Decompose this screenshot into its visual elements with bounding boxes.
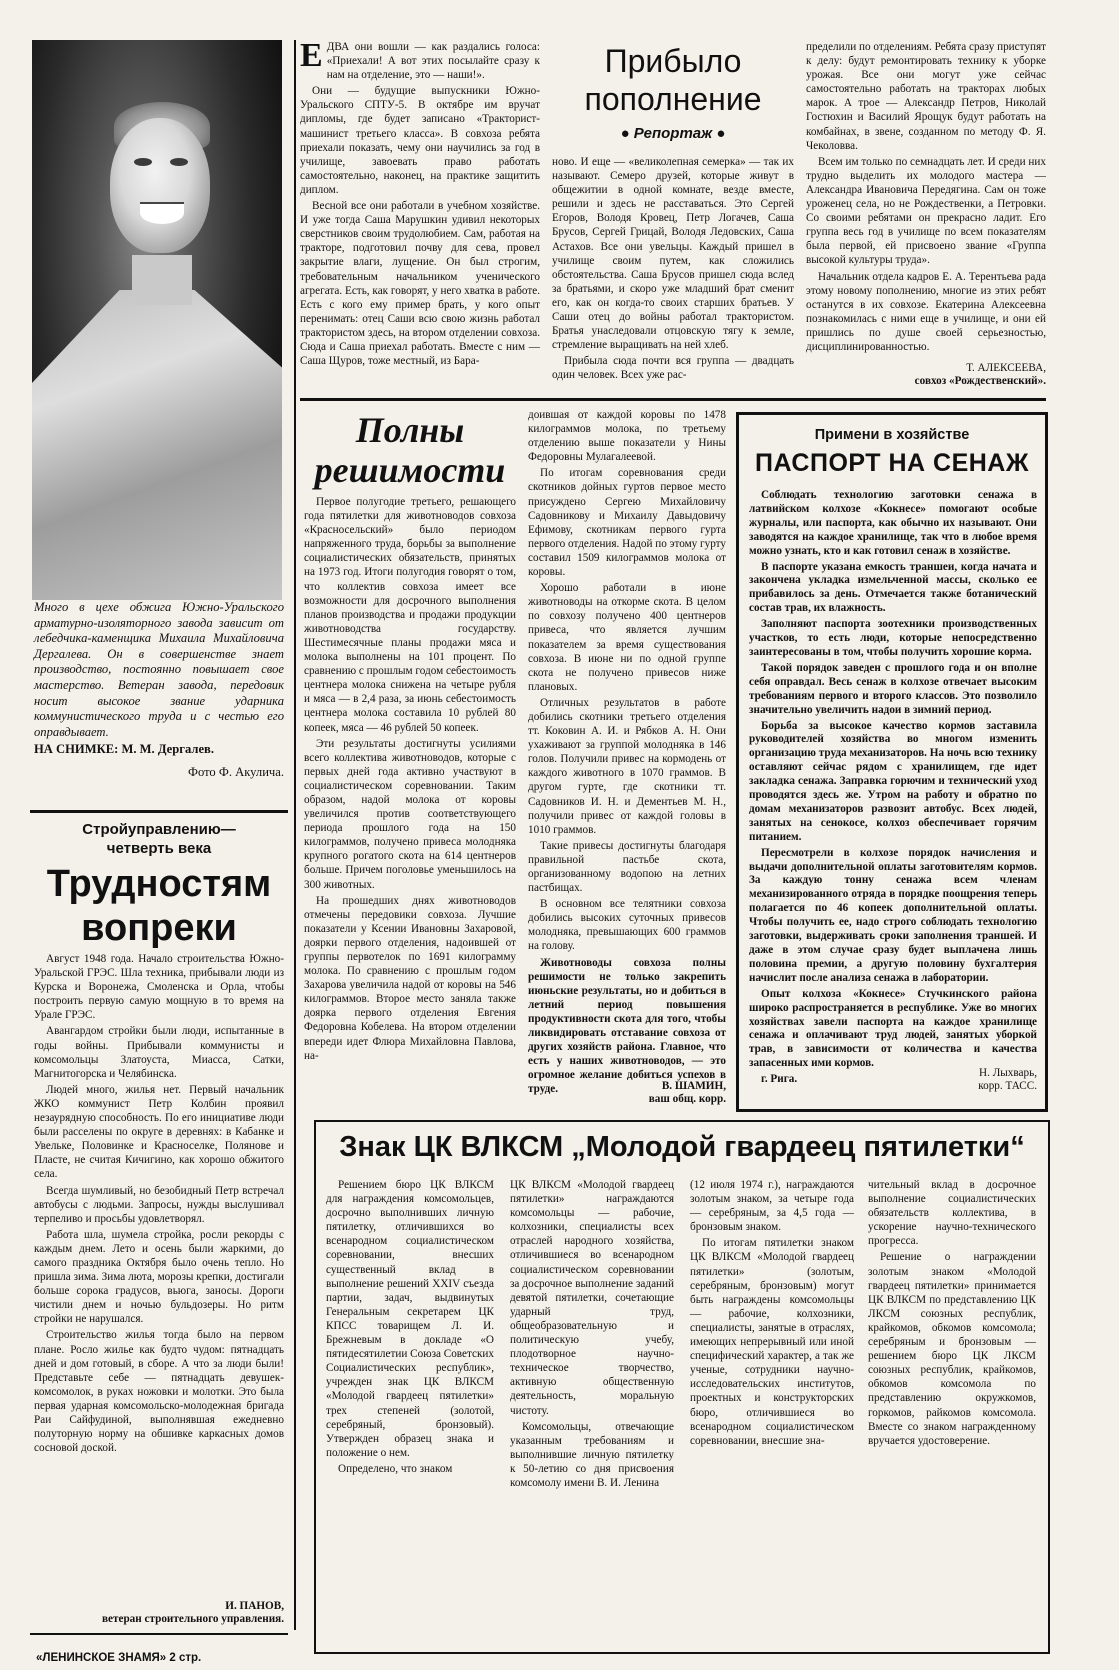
pribylo-rubric: ● Репортаж ● [620,125,726,142]
pasport-p5: Борьба за высокое качество кормов заставила руководителей хозяйства во многом изменить организацию труда механизаторов. На ночь всю технику оставляют сейчас рядом с хранилищем, где идет закладка сенажа. Заправка горючим и технический уход проводятся здесь же. Утром на работу и обратно по домам механизаторов развозит автобус. Всех людей, занятых на сенокосе, колхоз обеспечивает горячим питанием. [749,719,1037,843]
pasport-sig-role: корр. ТАСС. [978,1080,1037,1092]
photo-na-snimke: НА СНИМКЕ: М. М. Дергалев. [34,742,214,757]
znak-box [314,1120,1050,1654]
trud-sig-name: И. ПАНОВ, [225,1600,284,1612]
pasport-p8: г. Рига. [761,1073,798,1086]
photo-shirt [32,290,282,600]
trud-p5: Работа шла, шумела стройка, росли рекорды с каждым днем. Лето и осень были жаркими, до самого праздника Октября было очень тепло. Но пришла зима. Зима люта, морозы крепки, достигали больше сорока градусов, вьюга, заносы. Дороги чистили днем и ночью бульдозеры. Но ритм стройки не нарушался. [34,1228,284,1326]
pribylo-signature [806,362,1046,388]
trud-p2: Авангардом стройки были люди, испытанные в годы войны. Прибывали коммунисты и комсомольцы Златоуста, Миасса, Сатки, Магнитогорска и Челябинска. [34,1025,284,1080]
trud-p6: Строительство жилья тогда было на первом плане. Росло жилье как будто чудом: пятнадцать дней и дом готовый, в сборе. А что за люди были! Представьте себе — пятнадцать девушек-комсомолок, в руках ножовки и молотки. Это была первая ударная комсомольско-молодежная бригада Раи Сайфудиной, выполнявшая ежедневно полуторную норму на обшивке каркасных домов сосновой доской. [34,1329,284,1455]
trud-rubric-line1: Стройуправлению— [82,821,236,838]
trud-title-line1: Трудностям [46,863,272,905]
pribylo-sig-place: совхоз «Рождественский». [914,375,1046,387]
pasport-p2: В паспорте указана емкость траншеи, когда начата и закончена укладка измельченной массы, сколько ее прибавилось за день. Отмечается также ботанический состав трав, их влажность. [749,560,1037,615]
polny-c2-p4: Отличных результатов в работе добились скотники третьего отделения тт. Коковин А. И. и Рябков А. Н. Они ухаживают за группой молодняка в 146 голов. Получили привес на кормодень от каждого животного в 1070 граммов. В другом гурте, где скотники тт. Садовников И. Н. и Дементьев М. Н., получили привес от каждой головы в 1010 граммов. [528,696,726,836]
polny-c2-p1: доившая от каждой коровы по 1478 килограммов молока, по третьему отделению выше показатели у Нины Федоровны Мулагалеевой. [528,409,726,464]
trud-sig-role: ветеран строительного управления. [101,1613,284,1625]
pasport-box [736,412,1048,1112]
polny-c2-p7: Животноводы совхоза полны решимости не только закрепить июньские результаты, но и добиться в летний период повышения продуктивности скота для того, чтобы ликвидировать отставание совхоза от других хозяйств района. Главное, что есть у наших животноводов, — это огромное желание добиться успехов в труде. [528,956,726,1096]
polny-c2-p2: По итогам соревнования среди скотников дойных гуртов первое место присуждено Сергею Михайловичу Садовникову и Михаилу Давыдовичу Ефимову, скотникам первого гурта первого отделения. Надой по этому гурту составил 1509 килограммов молока от коровы. [528,467,727,579]
pribylo-title-line2: пополнение [584,81,762,117]
polny-c2-p6: В основном все телятники совхоза добились высоких суточных привесов молодняка, превышающих 600 граммов на голову. [528,898,726,953]
znak-c3-p1: (12 июля 1974 г.), награждаются золотым знаком, за четыре года — серебряным, за 4,5 года — бронзовым знаком. [690,1179,854,1234]
polny-sig-role: ваш общ. корр. [648,1093,726,1105]
polny-c1-p2: Эти результаты достигнуты усилиями всего коллектива животноводов, которые с первых дней года активно участвуют в социалистическом соревновании. Таким образом, надой молока от коровы увеличился против соответствующего периода прошлого года на 150 килограммов, получено привеса молодняка крупного рогатого скота на 614 центнеров больше. Причем поголовье уменьшилось на 300 животных. [304,737,516,891]
trud-signature [34,1600,284,1626]
photo-neck [132,255,192,305]
polny-c1-p1: Первое полугодие третьего, решающего года пятилетки для животноводов совхоза «Красносельский» было периодом напряженного труда, борьбы за выполнение социалистических обязательств, принятых на 1973 год. Итоги полугодия говорят о том, что коллектив совхоза имеет все возможности для досрочного выполнения планов производства и продажи продукции животноводства государству. Шестимесячные планы продажи мяса и молока выполнены на 101 процент. По сравнению с прошлым годом себестоимость центнера молока снижена на четыре рубля и мяса — в 2,4 раза, за июнь себестоимость центнера молока составила 10 рублей 80 копеек, мяса — 46 рублей 50 копеек. [304,496,516,734]
pribylo-col1 [300,37,540,390]
polny-title [300,410,520,490]
trud-p4: Всегда шумливый, но безобидный Петр встречал автобусы с людьми. Запросы, нужды выслушивал терпеливо и просьбы удовлетворял. [34,1184,284,1225]
pribylo-title-line1: Прибыло [604,43,742,79]
trud-rubric-line2: четверть века [106,840,212,857]
divider-footer [30,1633,288,1635]
polny-title-line2: решимости [314,450,506,490]
pasport-signature [749,1067,1037,1093]
divider-top-row [300,398,1046,401]
divider-vertical-left [294,40,296,1630]
polny-signature [528,1080,726,1106]
pribylo-c2-p2: Прибыла сюда почти вся группа — двадцать один человек. Всех уже рас- [552,355,794,382]
pribylo-c1-p2: Они — будущие выпускники Южно-Уральского СПТУ-5. В октябре им вручат дипломы, где будет записано «Тракторист-машинист третьего класса». В совхоза ребята приехали показать, чему они научились за год в училище, завоевать право работать самостоятельно, наконец, на практике защитить диплом. [300,85,540,196]
znak-title: Знак ЦК ВЛКСМ „Молодой гвардеец пятилетки“ [339,1131,1025,1163]
photo-eye-right [170,158,188,166]
photo-caption [34,600,284,758]
polny-sig-name: В. ШАМИН, [661,1080,726,1092]
pasport-p4: Такой порядок заведен с прошлого года и он вполне себя оправдал. Весь сенаж в колхозе отвечает высоким требованиям первого и второго классов. Это позволило значительно увеличить надои в зимний период. [749,661,1037,716]
pasport-sig-name: Н. Лыхварь, [979,1067,1037,1079]
photo-credit: Фото Ф. Акулича. [188,765,284,779]
pribylo-c3-p1: пределили по отделениям. Ребята сразу приступят к делу: будут ремонтировать технику к уборке урожая. Все они могут уже сейчас самостоятельно работать на тракторах любых марок. А трое — Александр Петров, Николай Гостюхин и Василий Ярощук будут работать на комбайнах, в звене, созданном по методу Ф. Я. Чеколовва. [806,41,1046,152]
pribylo-c3-p3: Начальник отдела кадров Е. А. Терентьева рада этому новому пополнению, многие из этих ребят останутся в их совхозе. Екатерина Алексеевна познакомилась с ними еще в училище, и они ей пришлись по душе своей серьезностью, дисциплинированностью. [806,270,1046,353]
znak-col2 [510,1178,674,1648]
photo-caption-text: Много в цехе обжига Южно-Уральского арматурно-изоляторного завода зависит от лебедчика-каменщика Михаила Михайловича Дергалева. Он в совершенстве знает производство, постоянно повышает свое мастерство. Ветеран завода, передовик носит высокое звание ударника коммунистического труда и с честью его оправдывает. [34,600,284,739]
pasport-title: ПАСПОРТ НА СЕНАЖ [755,449,1029,477]
pasport-p1: Соблюдать технологию заготовки сенажа в латвийском колхозе «Кокнесе» помогают особые журналы, или паспорта, как обычно их называют. Они заводятся на каждое хранилище, так что в любое время можно узнать, кто и как готовил сенаж в хозяйстве. [749,489,1037,557]
polny-title-line1: Полны [355,410,465,450]
trud-title [30,862,288,950]
pribylo-sig-name: Т. АЛЕКСЕЕВА, [966,362,1046,374]
pasport-p6: Пересмотрели в колхозе порядок начисления и выдачи дополнительной оплаты заготовителям кормов. За каждую тонну сенажа всем членам механизированного отряда в порядке поощрения теперь полагается по 46 копеек дополнительной оплаты. Чтобы получить ее, надо строго соблюдать технологию заготовки, выдерживать сроки заполнения траншей. И даже в этом случае сразу будет выплачена лишь половина премии, а другую половину бухгалтерия начислит после анализа сенажа в лаборатории. [749,846,1037,984]
znak-c3-p2: По итогам пятилетки знаком ЦК ВЛКСМ «Молодой гвардеец пятилетки» (золотым, серебряным, бронзовым) могут быть награждены комсомольцы — рабочие, колхозники, специалисты, занятые в отраслях, имеющих непрерывный или иной специфический характер, а так же ученые, сотрудники научно-исследовательских институтов, проектных и конструкторских бюро, отличившиеся во всенародном социалистическом соревновании, внесшие зна- [690,1237,854,1447]
pribylo-c1-p1: ДВА они вошли — как раздались голоса: «Приехали! А вот этих посылайте сразу к нам на отделение, это — наши!». [326,41,540,82]
page-footer: «ЛЕНИНСКОЕ ЗНАМЯ» 2 стр. [36,1652,202,1664]
znak-c4-p2: Решение о награждении золотым знаком «Молодой гвардеец пятилетки» принимается ЦК ВЛКСМ по представлению ЦК ЛКСМ союзных республик, крайкомов, обкомов комсомола; серебряным и бронзовым — решением бюро ЦК ЛКСМ союзных республик, крайкомов, обкомов комсомола по представлению окружкомов, горкомов, райкомов комсомола. Вместе со знаком награжденному вручается удостоверение. [868,1251,1036,1447]
polny-c2-p3: Хорошо работали в июне животноводы на откорме скота. В целом по совхозу получено 400 центнеров привеса, что является лучшим показателем за время существования совхоза. В июне ни по одной группе скота не получено привесов ниже плановых. [528,582,726,693]
polny-c2-p5: Такие привесы достигнуты благодаря правильной пастьбе скота, организованному водопою на летних пастбищах. [528,839,726,895]
pribylo-initial: Е [300,37,323,74]
polny-col1 [304,495,516,1125]
pasport-p7: Опыт колхоза «Кокнесе» Стучкинского района широко распространяется в республике. Уже во многих хозяйствах завели паспорта на каждое хранилище сенажа и оплачивают труд людей, занятых уборкой трав, в зависимости от количества и качества запасенных ими кормов. [749,987,1037,1070]
pribylo-c2-p1: ново. И еще — «великолепная семерка» — так их называют. Семеро друзей, которые живут в общежитии в одной комнате, везде вместе, решили и здесь не расставаться. Это Сергей Егоров, Володя Кровец, Петр Логачев, Саша Брусов, Сергей Грицай, Володя Ледовских, Саша Астахов. Все они увельцы. Каждый пришел в училище своим путем, как сложились обстоятельства. Саша Брусов пришел сюда вслед за братьями, и скоро уже младший брат сменит его, как он когда-то своих старших братьев. У Саши отец до войны работал трактористом. Братья унаследовали отцовскую тягу к земле, стремление выращивать на ней хлеб. [552,156,794,352]
pribylo-c3-p2: Всем им только по семнадцать лет. И среди них трудно выделить их молодого мастера — Александра Ивановича Передягина. Сам он тоже уроженец села, но не Рождественки, а Петровки. Со своими ребятами он прекрасно ладит. Его группа весь год в училище по всем показателям была первой, ей присвоено звание «Группа высокой культуры труда». [806,155,1046,267]
pribylo-col2 [552,155,794,391]
trud-title-line2: вопреки [81,907,237,949]
znak-col3 [690,1178,854,1648]
znak-col4 [868,1178,1036,1648]
znak-c1-p2: Определено, что знаком [338,1462,453,1475]
divider-left [30,810,288,813]
pribylo-col3 [806,40,1046,360]
znak-c2-p2: Комсомольцы, отвечающие указанным требованиям и выполнившие личную пятилетку к 50-летию со дня присвоения комсомолу имени В. И. Ленина [510,1420,674,1489]
trud-p1: Август 1948 года. Начало строительства Южно-Уральской ГРЭС. Шла техника, прибывали люди из Курска и Воронежа, Смоленска и Орла, чтобы построить первую самую мощную в то время на Урале ГРЭС. [34,953,284,1022]
photo-smile [140,202,184,224]
photo-eye-left [134,158,152,166]
trud-p3: Людей много, жилья нет. Первый начальник ЖКО коммунист Петр Колбин проявил незаурядную способность. По его инициативе люди были расселены по округе в деревнях: в Кабанке и Увельке, Половинке и Красноселке, Полянове и Пласте, не считая Кичигино, как хорошо обжитого села. [34,1083,284,1181]
portrait-photo [32,40,282,592]
trud-rubric [30,820,288,858]
photo-face [110,118,210,253]
znak-c2-p1: ЦК ВЛКСМ «Молодой гвардеец пятилетки» награждаются комсомольцы — рабочие, колхозники, специалисты всех отраслей народного хозяйства, отличившиеся во всенародном социалистическом соревновании за досрочное выполнение заданий девятой пятилетки, сочетающие ударный труд, общеобразовательную и политическую учебу, плодотворное научно-техническое творчество, активную общественную деятельность, моральную чистоту. [510,1179,674,1417]
znak-col1 [326,1178,494,1648]
pasport-p3: Заполняют паспорта зоотехники производственных участков, то есть люди, которые непосредственно заинтересованы в том, чтобы получить хорошие корма. [749,618,1037,658]
polny-c1-p3: На прошедших днях животноводов отмечены передовики совхоза. Лучшие показатели у Ксении Ивановны Захаровой, доярки первого отделения, надоившей от группы первотелок по 1691 килограмму молока. По сравнению с прошлым годом Захарова увеличила надой от коровы на 546 килограммов. Второе место заняла также доярка первого отделения Евгения Федоровна Кобелева. На втором отделении впереди идет Флюра Михайловна Павлова, на- [304,894,516,1062]
pasport-rubric: Примени в хозяйстве [814,427,970,443]
znak-c1-p1: Решением бюро ЦК ВЛКСМ для награждения комсомольцев, досрочно выполнивших личную пятилетку, отличившихся во всенародном социалистическом соревновании, внесших существенный вклад в выполнение решений XXIV съезда партии, задач, выдвинутых Генеральным секретарем ЦК КПСС товарищем Л. И. Брежневым в докладе «О пятидесятилетии Союза Советских Социалистических республик», учрежден знак ЦК ВЛКСМ «Молодой гвардеец пятилетки» трех степеней (золотой, серебряный, бронзовый). Утвержден образец знака и положение о нем. [326,1179,494,1459]
trud-body [34,952,284,1455]
pribylo-title [548,42,798,118]
pribylo-c1-p3: Весной все они работали в учебном хозяйстве. И уже тогда Саша Марушкин удивил некоторых сверстников своим трудолюбием. Сам, работая на тракторе, подготовил почву для сева, провел закрытие влаги, лущение. Он был строгим, требовательным начальником ученического агрегата. Есть, как говорят, у него хватка в работе. Есть с кого ему пример брать, у кого опыт перенимать: отец Саши всю свою жизнь работал трактористом здесь, на втором отделении совхоза. Сюда и Саша приехал работать. Вместе с ним — Саша Щуров, тоже местный, из Бара- [300,200,540,368]
znak-c4-p1: чительный вклад в досрочное выполнение социалистических обязательств коллектива, в ускорение научно-технического прогресса. [868,1179,1036,1248]
